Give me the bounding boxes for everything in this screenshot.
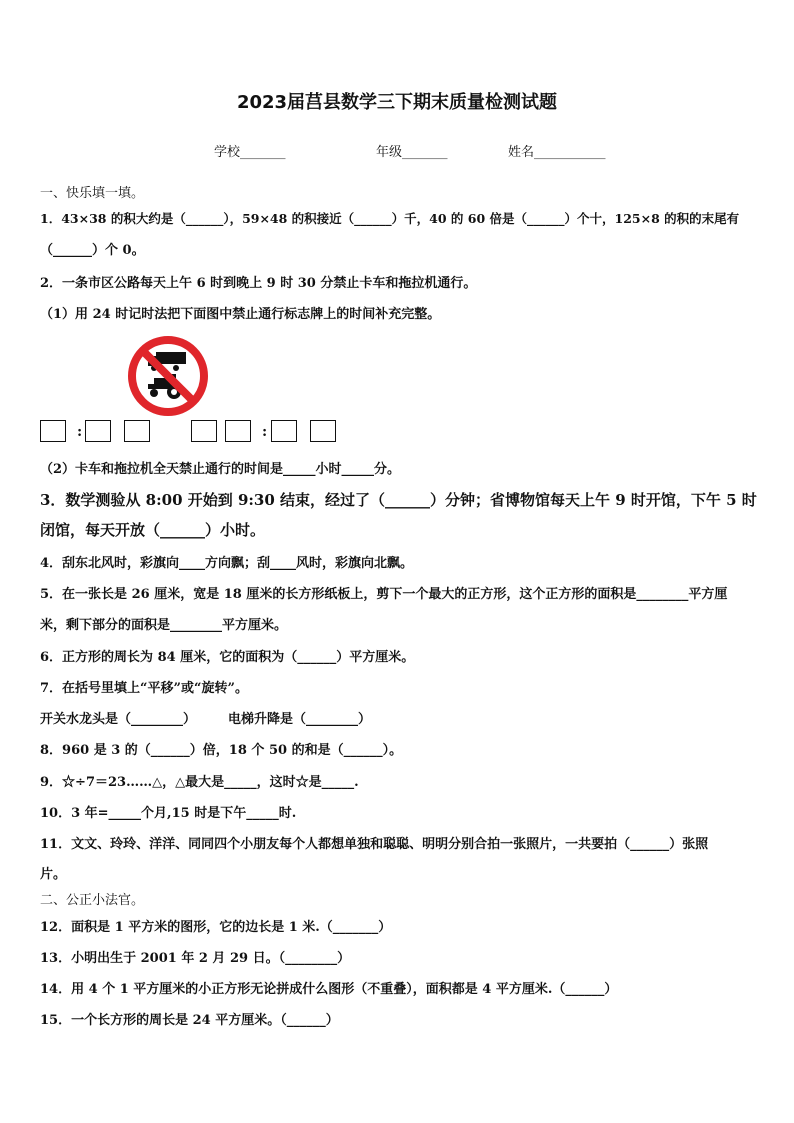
question-4: 4．刮东北风时，彩旗向____方向飘；刮____风时，彩旗向北飘。 xyxy=(40,556,414,571)
question-14: 14．用 4 个 1 平方厘米的小正方形无论拼成什么图形（不重叠），面积都是 4 平方厘米.（______） xyxy=(40,982,618,997)
end-hour-box-1[interactable] xyxy=(191,420,217,442)
question-2: 2．一条市区公路每天上午 6 时到晚上 9 时 30 分禁止卡车和拖拉机通行。 xyxy=(40,276,477,291)
question-11-line1: 11．文文、玲玲、洋洋、同同四个小朋友每个人都想单独和聪聪、明明分别合拍一张照片，一共要拍（______）张照 xyxy=(40,837,709,852)
time-colon-1: : xyxy=(77,424,83,440)
end-minute-box-1[interactable] xyxy=(271,420,297,442)
no-trucks-tractors-sign-icon xyxy=(126,334,210,418)
name-field[interactable]: 姓名___________ xyxy=(508,145,606,160)
start-minute-box-1[interactable] xyxy=(85,420,111,442)
section1-heading: 一、快乐填一填。 xyxy=(40,186,145,201)
question-15: 15．一个长方形的周长是 24 平方厘米。（______） xyxy=(40,1013,339,1028)
question-2-1: （1）用 24 时记时法把下面图中禁止通行标志牌上的时间补充完整。 xyxy=(40,307,441,322)
question-1-line2: （______）个 0。 xyxy=(40,243,145,258)
question-5-line2: 米，剩下部分的面积是________平方厘米。 xyxy=(40,618,288,633)
grade-field[interactable]: 年级_______ xyxy=(376,145,448,160)
end-minute-box-2[interactable] xyxy=(310,420,336,442)
question-13: 13．小明出生于 2001 年 2 月 29 日。（________） xyxy=(40,951,351,966)
page-title: 2023届莒县数学三下期末质量检测试题 xyxy=(236,92,558,113)
question-7: 7．在括号里填上“平移”或“旋转”。 xyxy=(40,681,248,696)
section2-heading: 二、公正小法官。 xyxy=(40,893,145,908)
question-6: 6．正方形的周长为 84 厘米，它的面积为（______）平方厘米。 xyxy=(40,650,415,665)
question-10: 10．3 年=_____个月,15 时是下午_____时. xyxy=(40,806,297,821)
question-9: 9．☆÷7＝23……△，△最大是_____，这时☆是_____. xyxy=(40,775,359,790)
question-5-line1: 5．在一张长是 26 厘米，宽是 18 厘米的长方形纸板上，剪下一个最大的正方形，这个正方形的面积是________平方厘 xyxy=(40,587,728,602)
question-1-line1: 1．43×38 的积大约是（______），59×48 的积接近（______）千，40 的 60 倍是（______）个十，125×8 的积的末尾有 xyxy=(40,211,740,226)
time-colon-2: : xyxy=(262,424,268,440)
question-12: 12．面积是 1 平方米的图形，它的边长是 1 米.（_______） xyxy=(40,920,392,935)
end-hour-box-2[interactable] xyxy=(225,420,251,442)
question-3-line2: 闭馆，每天开放（______）小时。 xyxy=(40,521,266,539)
question-7-a: 开关水龙头是（________） xyxy=(40,712,197,727)
start-minute-box-2[interactable] xyxy=(124,420,150,442)
question-8: 8．960 是 3 的（______）倍，18 个 50 的和是（______）。 xyxy=(40,743,403,758)
question-7-b: 电梯升降是（________） xyxy=(228,712,372,727)
school-field[interactable]: 学校_______ xyxy=(214,145,286,160)
question-11-line2: 片。 xyxy=(40,867,67,882)
start-hour-box[interactable] xyxy=(40,420,66,442)
question-3-line1: 3．数学测验从 8:00 开始到 9:30 结束，经过了（______）分钟；省博物馆每天上午 9 时开馆，下午 5 时 xyxy=(40,491,757,509)
question-2-2: （2）卡车和拖拉机全天禁止通行的时间是_____小时_____分。 xyxy=(40,462,401,477)
